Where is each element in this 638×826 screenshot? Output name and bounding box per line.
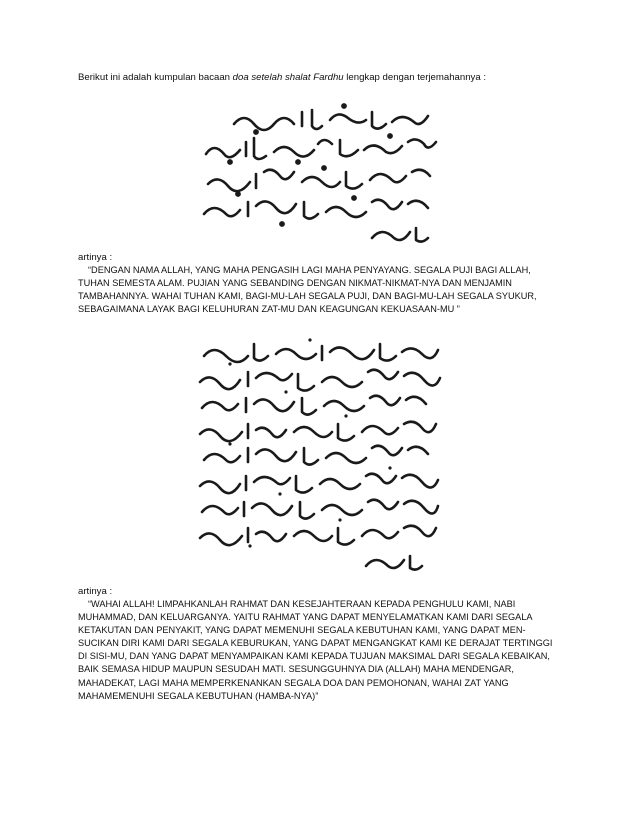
translation-text-1 bbox=[78, 264, 562, 316]
intro-text bbox=[78, 72, 558, 84]
intro-suffix: lengkap dengan terjemahannya : bbox=[343, 72, 487, 83]
arabic-prayer-image-1 bbox=[194, 98, 448, 250]
intro-emphasis: doa setelah shalat Fardhu bbox=[232, 72, 344, 83]
intro-prefix: Berikut ini adalah kumpulan bacaan bbox=[78, 72, 233, 83]
arabic-prayer-image-2 bbox=[190, 334, 452, 582]
arabic-calligraphy-1 bbox=[194, 98, 448, 250]
translation-body-1: “DENGAN NAMA ALLAH, YANG MAHA PENGASIH LAGI MAHA PENYAYANG. SEGALA PUJI BAGI ALLAH, TUHAN SEMESTA ALAM. PUJIAN YANG SEBANDING DENGAN NIKMAT-NIKMAT-NYA DAN MENJAMIN TAMBAHANNYA. WAHAI TUHAN KAMI, BAGI-MU-LAH SEGALA PUJI, DAN BAGI-MU-LAH SEGALA SYUKUR, SEBAGAIMANA LAYAK BAGI KELUHURAN ZAT-MU DAN KEAGUNGAN KEKUASAAN-MU ” bbox=[78, 265, 537, 315]
translation-body-2: “WAHAI ALLAH! LIMPAHKANLAH RAHMAT DAN KESEJAHTERAAN KEPADA PENGHULU KAMI, NABI MUHAMMAD, DAN KELUARGANYA. YAITU RAHMAT YANG DAPAT MENYELAMATKAN KAMI DARI SEGALA KETAKUTAN DAN PENYAKIT, YANG DAPAT MEMENUHI SEGALA KEBUTUHAN KAMI, YANG DAPAT MEN-SUCIKAN DIRI KAMI DARI SEGALA KEBURUKAN, YANG DAPAT MENGANGKAT KAMI KE DERAJAT TERTINGGI DI SISI-MU, DAN YANG DAPAT MENYAMPAIKAN KAMI KEPADA TUJUAN MAKSIMAL DARI SEGALA KEBAIKAN, BAIK SEMASA HIDUP MAUPUN SESUDAH MATI. SESUNGGUHNYA DIA (ALLAH) MAHA MENDENGAR, MAHADEKAT, LAGI MAHA MEMPERKENANKAN SEGALA DOA DAN PEMOHONAN, WAHAI ZAT YANG MAHAMEMENUHI SEGALA KEBUTUHAN (HAMBA-NYA)” bbox=[78, 599, 553, 701]
translation-label-2: artinya : bbox=[78, 586, 113, 597]
translation-label-1: artinya : bbox=[78, 252, 113, 263]
translation-text-2 bbox=[78, 598, 562, 703]
arabic-calligraphy-2 bbox=[190, 334, 452, 582]
